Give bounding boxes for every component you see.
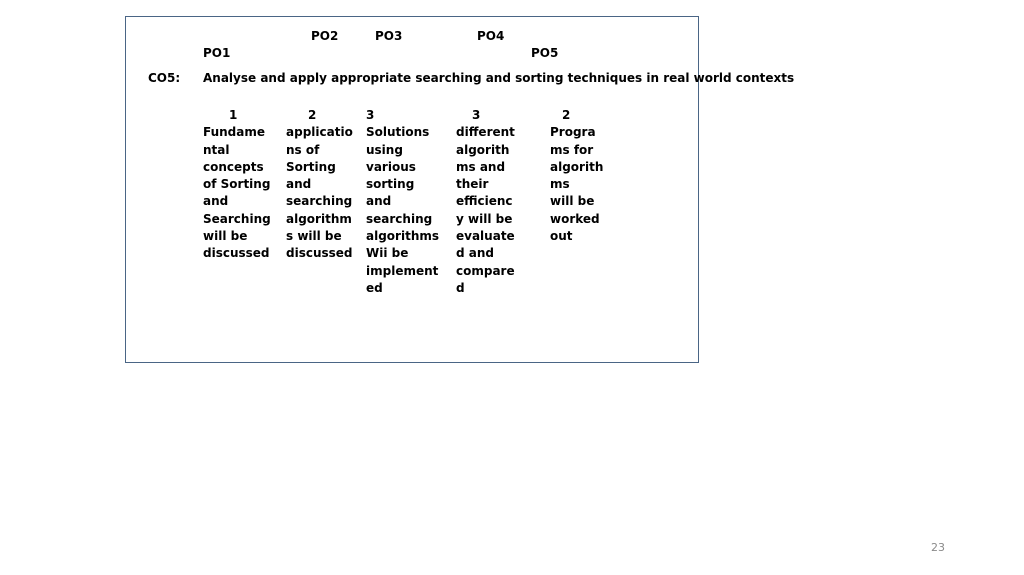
mapping-text-line: ns of [286, 142, 320, 157]
correlation-level: 3 [472, 108, 481, 122]
mapping-text-line: using [366, 142, 403, 157]
mapping-text-line: their [456, 177, 489, 192]
mapping-text-line: algorithms [366, 229, 440, 244]
mapping-column-po5 [550, 107, 603, 245]
mapping-text-line: concepts [203, 159, 264, 174]
mapping-text-line: implement [366, 263, 439, 278]
mapping-text-line: efficienc [456, 194, 513, 209]
po4-header: PO4 [477, 29, 505, 43]
mapping-text-line: ms [550, 177, 570, 192]
slide-number: 23 [931, 541, 945, 554]
mapping-text-line: s will be [286, 229, 342, 244]
po2-header: PO2 [311, 29, 339, 43]
correlation-level: 2 [562, 108, 571, 122]
mapping-column-po3 [366, 107, 439, 297]
mapping-text-line: searching [366, 211, 433, 226]
mapping-text-line: algorithm [286, 211, 352, 226]
mapping-text-line: d [456, 280, 465, 295]
mapping-column-po2 [286, 107, 353, 263]
mapping-text-line: and [203, 194, 229, 209]
mapping-text-line: ms and [456, 159, 506, 174]
mapping-text-line: Progra [550, 125, 596, 140]
mapping-text-line: sorting [366, 177, 415, 192]
mapping-text-line: ed [366, 280, 383, 295]
mapping-text-line: y will be [456, 211, 513, 226]
mapping-text-line: of Sorting [203, 177, 271, 192]
mapping-text-line: algorith [456, 142, 510, 157]
correlation-level: 3 [366, 108, 375, 122]
mapping-text-line: discussed [286, 246, 353, 261]
mapping-text-line: different [456, 125, 515, 140]
mapping-text-line: out [550, 229, 573, 244]
correlation-level: 2 [308, 108, 317, 122]
mapping-text-line: Wii be [366, 246, 409, 261]
mapping-text-line: d and [456, 246, 494, 261]
mapping-column-po4 [456, 107, 515, 297]
mapping-text-line: Solutions [366, 125, 430, 140]
mapping-text-line: applicatio [286, 125, 353, 140]
mapping-text-line: and [286, 177, 312, 192]
mapping-text-line: worked [550, 211, 600, 226]
mapping-text-line: and [366, 194, 392, 209]
mapping-text-line: compare [456, 263, 515, 278]
mapping-text-line: Fundame [203, 125, 266, 140]
mapping-text-line: ms for [550, 142, 594, 157]
mapping-text-line: algorith [550, 159, 604, 174]
mapping-text-line: discussed [203, 246, 270, 261]
correlation-level: 1 [229, 108, 238, 122]
mapping-text-line: ntal [203, 142, 230, 157]
mapping-text-line: Sorting [286, 159, 336, 174]
mapping-text-line: various [366, 159, 416, 174]
po5-header: PO5 [531, 46, 559, 60]
course-outcome-text: Analyse and apply appropriate searching and sorting techniques in real world contexts [203, 71, 795, 85]
mapping-column-po1 [203, 107, 271, 263]
mapping-text-line: will be [550, 194, 595, 209]
po1-header: PO1 [203, 46, 231, 60]
po3-header: PO3 [375, 29, 403, 43]
mapping-text-line: evaluate [456, 229, 515, 244]
mapping-text-line: will be [203, 229, 248, 244]
course-outcome-code: CO5: [148, 71, 181, 85]
mapping-text-line: Searching [203, 211, 271, 226]
mapping-text-line: searching [286, 194, 353, 209]
